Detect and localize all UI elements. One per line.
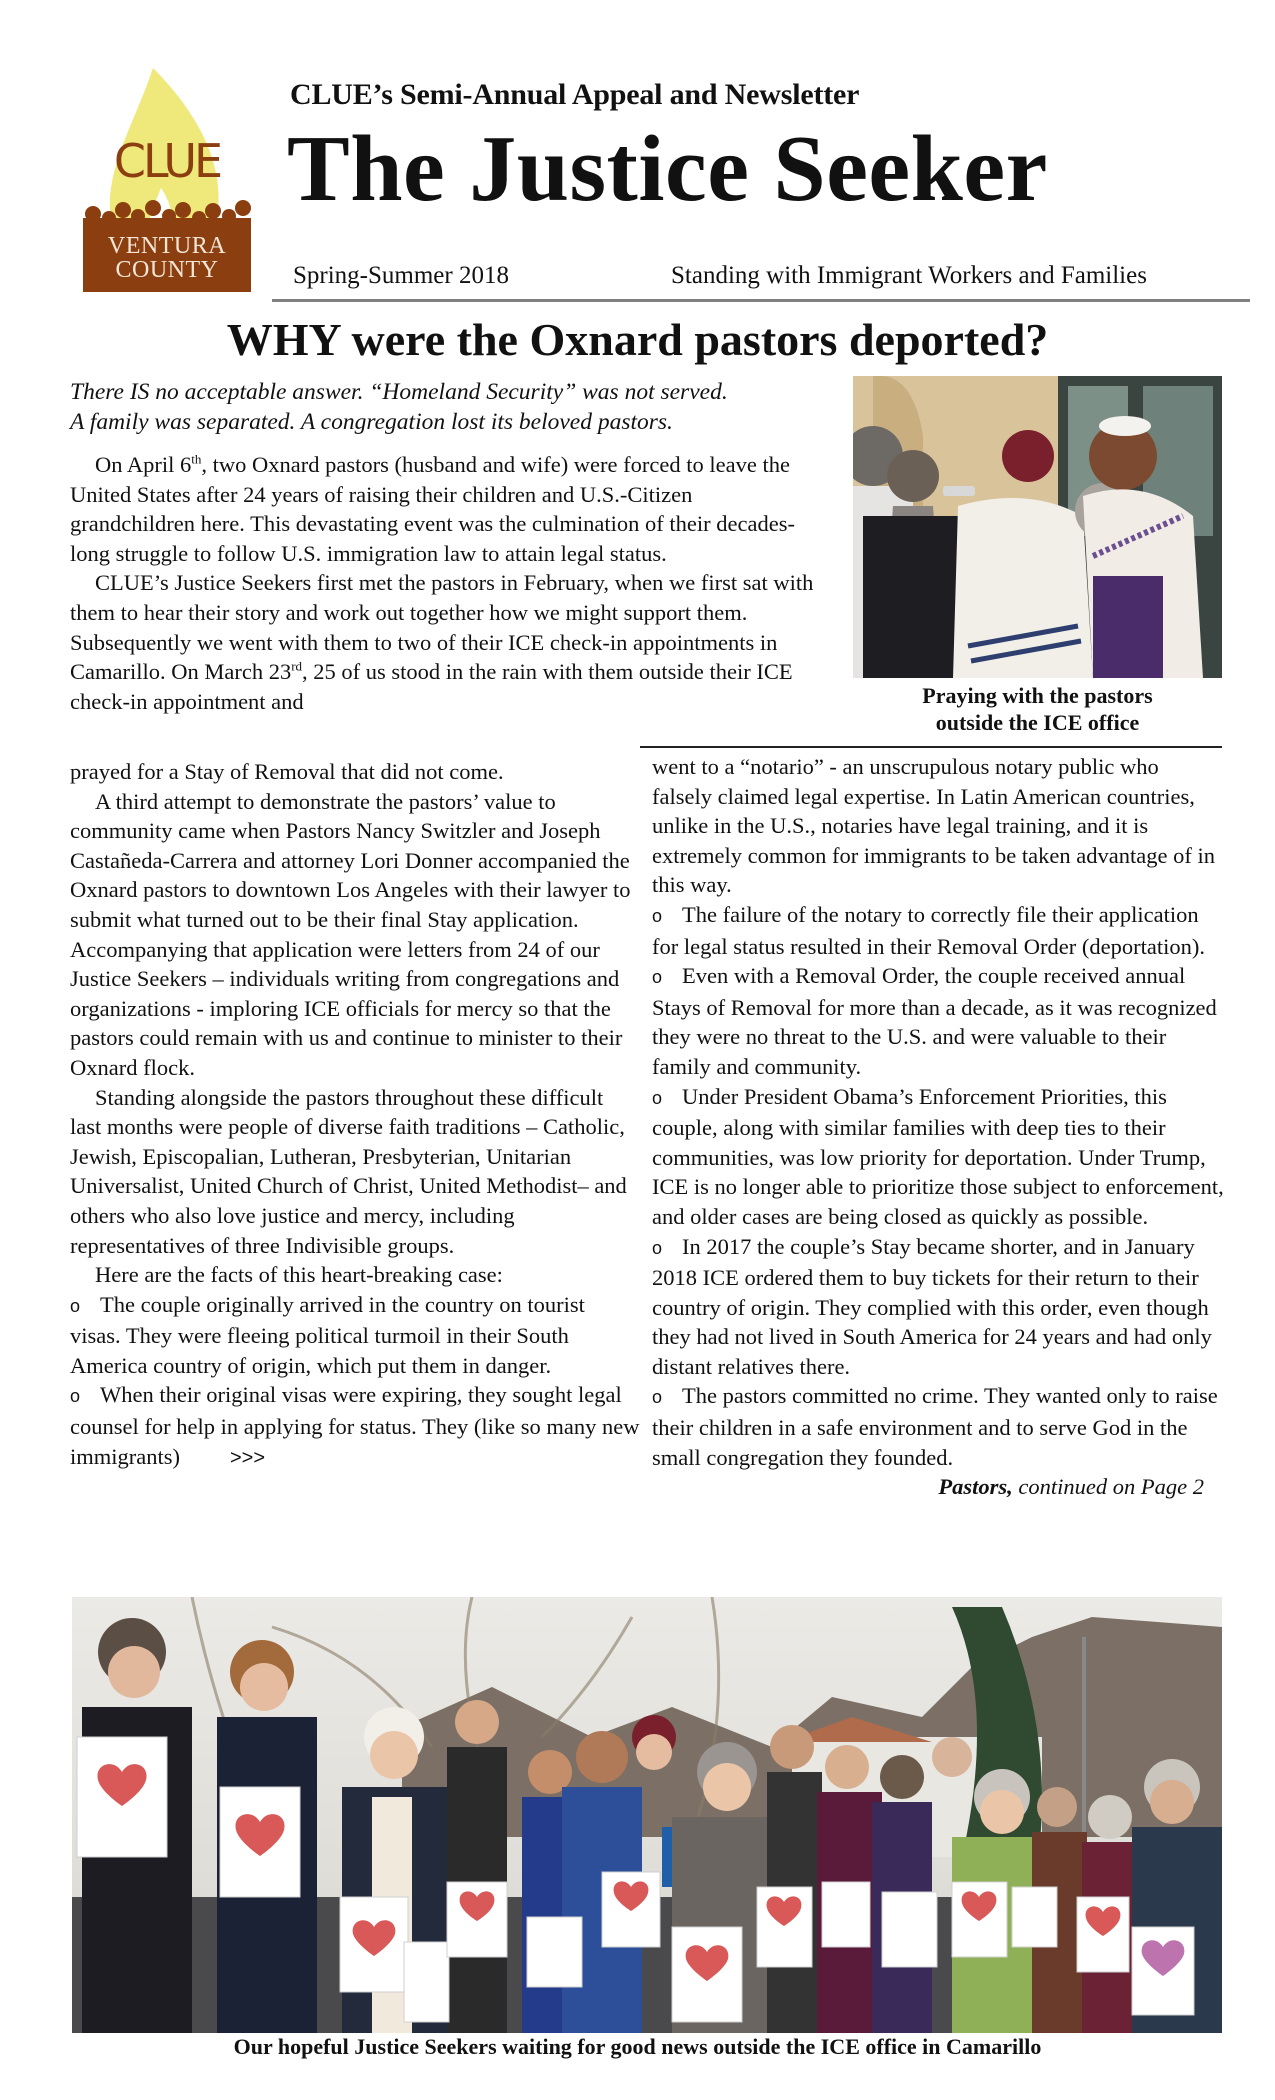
article-body-right-column: [652, 752, 1224, 1502]
text-span: CLUE’s Justice Seekers first met the pastors in February, when we first sat with them to hear their story and work out together how we might support them. Subsequently we went with them to two of their ICE check-in appointments in Camarillo. On March 23: [70, 570, 814, 685]
text-span: , 25 of us stood in the rain with them outside their ICE check-in appointment and: [70, 659, 793, 714]
superscript: th: [191, 451, 202, 467]
lede-line-1: There IS no acceptable answer. “Homeland Security” was not served.: [70, 379, 728, 405]
issue-date: Spring-Summer 2018: [293, 262, 509, 289]
logo-subtitle: [83, 234, 251, 282]
logo-subtitle-line1: VENTURA: [107, 233, 227, 259]
notario-paragraph: went to a “notario” - an unscrupulous notary public who falsely claimed legal expertise. In Latin American countries, unlike in the U.S., notaries have legal training, and it is extremely common for immigrants to be taken advantage of in this way.: [652, 754, 1215, 898]
newsletter-kicker: CLUE’s Semi-Annual Appeal and Newsletter: [290, 78, 860, 111]
paragraph-4: Standing alongside the pastors throughout these difficult last months were people of diverse faith traditions – Catholic, Jewish, Episcopalian, Lutheran, Presbyterian, Unitarian Universalist, United Church of Christ, United Methodist– and others who also love justice and mercy, including representatives of three Indivisible groups.: [70, 1084, 627, 1258]
paragraph-3: A third attempt to demonstrate the pastors’ value to community came when Pastors Nancy Switzler and Joseph Castañeda-Carrera and attorney Lori Donner accompanied the Oxnard pastors to downtown Los Angeles with their lawyer to submit what turned out to be their final Stay application. Accompanying that application were letters from 24 of our Justice Seekers – individuals writing from congregations and organizations - imploring ICE officials for mercy so that the pastors could remain with us and continue to minister to their Oxnard flock.: [70, 788, 631, 1080]
text-span: On April 6: [95, 452, 192, 477]
caption-line-1: Praying with the pastors: [922, 683, 1153, 708]
column-divider-rule: [640, 746, 1222, 748]
continued-on-page-link[interactable]: [652, 1472, 1224, 1502]
fact-text: When their original visas were expiring, they sought legal counsel for help in applying for status. They (like so many new immigrants): [70, 1382, 640, 1469]
continued-rest: continued on Page 2: [1012, 1474, 1204, 1500]
superscript: rd: [291, 658, 303, 674]
article-body-top: [70, 450, 842, 716]
caption-line-2: outside the ICE office: [935, 710, 1140, 735]
clue-ventura-county-logo: [83, 68, 251, 292]
paragraph-2-end: prayed for a Stay of Removal that did not come.: [70, 759, 504, 784]
paragraph-1: [70, 450, 810, 568]
fact-item: o Even with a Removal Order, the couple received annual Stays of Removal for more than a decade, as it was recognized they were no threat to the U.S. and were valuable to their family and community.: [652, 961, 1224, 1081]
paragraph-5: Here are the facts of this heart-breaking case:: [95, 1262, 503, 1288]
newsletter-title: The Justice Seeker: [287, 117, 1048, 221]
logo-subtitle-line2: COUNTY: [115, 257, 219, 283]
group-photo-caption: Our hopeful Justice Seekers waiting for good news outside the ICE office in Camarillo: [233, 2034, 1042, 2059]
fact-item: o Under President Obama’s Enforcement Priorities, this couple, along with similar families with deep ties to their communities, was low priority for deportation. Under Trump, ICE is no longer able to prioritize those subject to enforcement, and older cases are being closed as quickly as possible.: [652, 1082, 1224, 1232]
logo-wordmark: CLUE: [113, 134, 221, 188]
article-body-left-column: [70, 757, 640, 1473]
text-span: , two Oxnard pastors (husband and wife) were forced to leave the United States after 24 years of raising their children and U.S.-Citizen grandchildren here. This devastating event was the culmination of their decades-long struggle to follow U.S. immigration law to attain legal status.: [70, 452, 795, 566]
fact-item: o The couple originally arrived in the country on tourist visas. They were fleeing political turmoil in their South America country of origin, which put them in danger.: [70, 1290, 640, 1381]
paragraph-2: [70, 568, 840, 716]
fact-item: o The failure of the notary to correctly file their application for legal status resulted in their Removal Order (deportation).: [652, 900, 1224, 961]
continued-bold: Pastors,: [938, 1474, 1013, 1500]
masthead-divider: [272, 299, 1250, 302]
fact-item: o The pastors committed no crime. They wanted only to raise their children in a safe environment and to serve God in the small congregation they founded.: [652, 1381, 1224, 1472]
article-lede: [70, 377, 850, 437]
fact-item: o In 2017 the couple’s Stay became shorter, and in January 2018 ICE ordered them to buy tickets for their return to their country of origin. They complied with this order, even though they had not lived in South America for 24 years and had only distant relatives there.: [652, 1232, 1224, 1382]
praying-photo-caption: [853, 682, 1222, 736]
article-headline: WHY were the Oxnard pastors deported?: [226, 314, 1049, 365]
group-photo: [72, 1597, 1222, 2033]
jump-marker: >>>: [229, 1446, 266, 1469]
fact-item: [70, 1380, 640, 1473]
lede-line-2: A family was separated. A congregation lost its beloved pastors.: [70, 409, 673, 435]
newsletter-tagline: Standing with Immigrant Workers and Families: [671, 262, 1147, 289]
praying-photo: [853, 376, 1222, 678]
